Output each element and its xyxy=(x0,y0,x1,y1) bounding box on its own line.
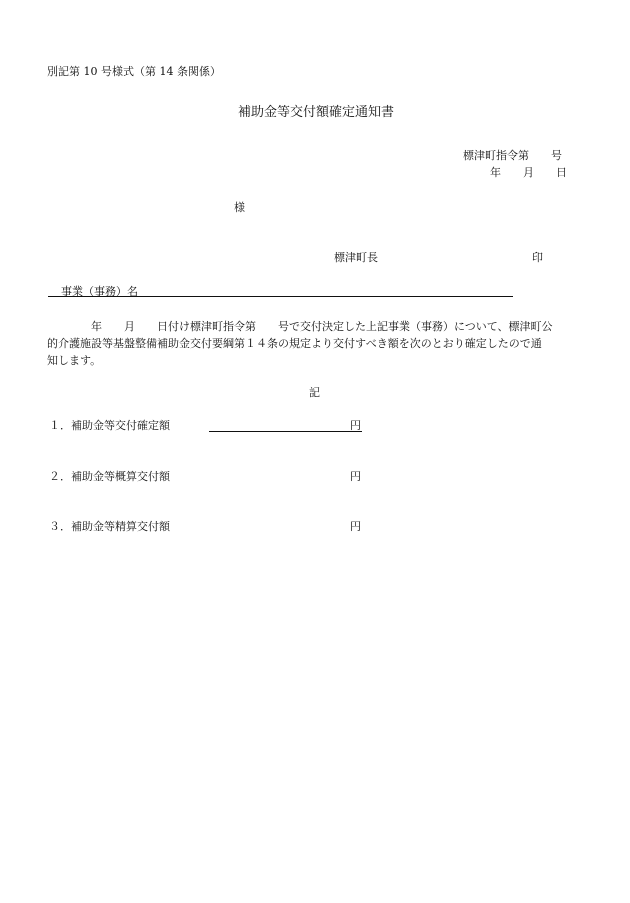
item-settled-amount-label: ３．補助金等精算交付額 xyxy=(49,520,170,533)
document-title: 補助金等交付額確定通知書 xyxy=(238,105,395,120)
issuer-name: 標津町長 xyxy=(334,251,378,264)
item-settled-amount-unit: 円 xyxy=(350,520,361,533)
form-reference: 別記第 10 号様式（第 14 条関係） xyxy=(47,65,221,78)
item-estimated-amount-label: ２．補助金等概算交付額 xyxy=(49,470,170,483)
body-line: 年 月 日付け標津町指令第 号で交付決定した上記事業（事務）について、標津町公 xyxy=(47,320,553,333)
item-estimated-amount-unit: 円 xyxy=(350,470,361,483)
issue-date: 年 月 日 xyxy=(490,166,567,179)
body-paragraph xyxy=(47,318,595,369)
seal-mark: 印 xyxy=(532,251,543,264)
addressee-honorific: 様 xyxy=(234,201,245,214)
body-line: 知します。 xyxy=(47,354,102,367)
project-name-underline xyxy=(48,296,513,297)
confirmed-amount-underline xyxy=(209,431,362,432)
document-number: 標津町指令第 号 xyxy=(463,149,562,162)
item-confirmed-amount-unit: 円 xyxy=(350,419,361,432)
project-name-label: 事業（事務）名 xyxy=(61,285,138,298)
note-heading: 記 xyxy=(309,386,320,399)
body-line: 的介護施設等基盤整備補助金交付要綱第１４条の規定より交付すべき額を次のとおり確定したので通 xyxy=(47,337,542,350)
item-confirmed-amount-label: １．補助金等交付確定額 xyxy=(49,419,170,432)
